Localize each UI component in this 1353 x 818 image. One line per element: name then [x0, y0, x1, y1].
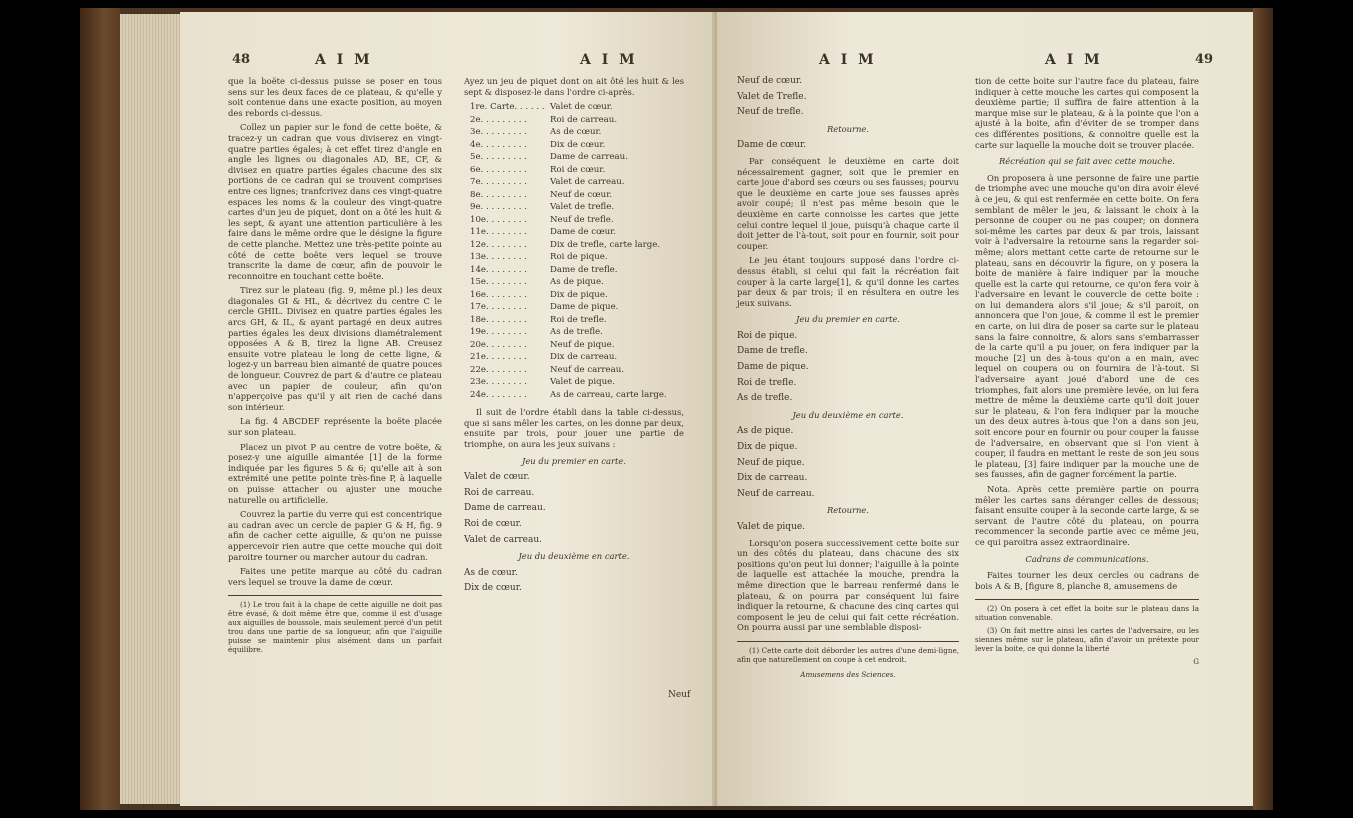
- card-line: Roi de cœur.: [464, 518, 522, 529]
- left-folio: 48: [232, 52, 251, 67]
- paragraph: Lorsqu'on posera successivement cette boite sur un des côtés du plateau, dans chacune des six positions qu'on peut lui donner; l'aiguille à la pointe de laquelle est attachée la mouche, prendra la même direction que le barreau renfermé dans le plateau, & on pourra par conséquent lui faire indiquer la retourne, & chacune des cinq cartes qui composent le jeu de celui qui fait cette récréation. On pourra aussi par une semblable disposi-: [737, 537, 959, 633]
- paragraph: Placez un pivot P au centre de votre boëte, & posez-y une aiguille aimantée [1] de la forme indiquée par les figures 5 & 6; qu'elle ait à son extrémité une petite pointe très-fine P, à laquelle on puisse attacher ou ajuster une mouche naturelle ou artificielle.: [228, 441, 442, 505]
- card-row: [470, 114, 684, 127]
- card-number: 19e. . . . . . . .: [470, 327, 527, 338]
- card-name: Dame de trefle.: [550, 264, 618, 275]
- card-number: 21e. . . . . . . .: [470, 352, 527, 363]
- paragraph: Le jeu étant toujours supposé dans l'ordre ci-dessus établi, si celui qui fait la récréation fait couper à la carte large[1], & qu'il donne les cartes par deux & par trois; il en résultera en outre les jeux suivans.: [737, 255, 959, 308]
- card-line: Dame de cœur.: [737, 140, 807, 151]
- card-name: Valet de cœur.: [550, 102, 613, 113]
- footnote: (3) On fait mettre ainsi les cartes de l'adversaire, ou les siennes même sur le plateau, afin d'avoir un prétexte pour lever la boite, ce qui donne la liberté: [975, 626, 1199, 654]
- card-name: Valet de pique.: [550, 377, 615, 388]
- card-number: 16e. . . . . . . .: [470, 289, 527, 300]
- card-line: Dame de carreau.: [464, 503, 546, 514]
- footnote-rule: [228, 595, 442, 596]
- paragraph: Faites tourner les deux cercles ou cadrans de bois A & B, [figure 8, planche 8, amusemens de: [975, 570, 1199, 591]
- right-col2: [975, 76, 1199, 670]
- section-title: Retourne.: [826, 505, 870, 516]
- left-col1: [228, 76, 442, 658]
- card-row: [470, 301, 684, 314]
- card-line: Valet de Trefle.: [737, 91, 807, 102]
- page-edges: [120, 14, 182, 804]
- card-row: [470, 176, 684, 189]
- book-spread: [80, 8, 1273, 810]
- right-header-col2: A I M: [1045, 52, 1103, 68]
- card-line: As de trefle.: [737, 393, 793, 404]
- paragraph: Il suit de l'ordre établi dans la table ci-dessus, que si sans mêler les cartes, on les donne par deux, ensuite par trois, pour jouer une partie de triomphe, on aura les jeux suivans :: [464, 407, 684, 449]
- card-number: 14e. . . . . . . .: [470, 264, 527, 275]
- card-name: Roi de carreau.: [550, 114, 618, 125]
- card-line: Dix de carreau.: [737, 473, 808, 484]
- card-line: Dame de pique.: [737, 362, 809, 373]
- card-name: Valet de carreau.: [550, 177, 625, 188]
- section-title: Retourne.: [826, 123, 870, 134]
- card-name: Dix de pique.: [550, 289, 608, 300]
- card-number: 17e. . . . . . . .: [470, 302, 527, 313]
- footnote-rule: [737, 641, 959, 642]
- game-list: [737, 331, 959, 404]
- card-line: Roi de trefle.: [737, 377, 797, 388]
- card-name: Dame de pique.: [550, 302, 619, 313]
- card-number: 12e. . . . . . . .: [470, 239, 527, 250]
- card-number: 9e. . . . . . . . .: [470, 202, 527, 213]
- left-header-col2: A I M: [580, 52, 638, 68]
- card-row: [470, 364, 684, 377]
- card-line: Dix de pique.: [737, 442, 798, 453]
- card-order-table: [470, 101, 684, 401]
- card-row: [470, 201, 684, 214]
- card-name: Dame de cœur.: [550, 227, 617, 238]
- card-name: As de cœur.: [550, 127, 602, 138]
- card-name: Roi de cœur.: [550, 164, 606, 175]
- card-line: Neuf de cœur.: [737, 76, 803, 86]
- card-number: 6e. . . . . . . . .: [470, 164, 527, 175]
- card-row: [470, 326, 684, 339]
- card-name: Roi de pique.: [550, 252, 608, 263]
- paragraph: que la boëte ci-dessus puisse se poser en tous sens sur les deux faces de ce plateau, & qu'elle y soit contenue dans une exacte position, au moyen des rebords ci-dessus.: [228, 76, 442, 118]
- card-row: [470, 189, 684, 202]
- footnote-rule: [975, 599, 1199, 600]
- paragraph: On proposera à une personne de faire une partie de triomphe avec une mouche qu'on dira avoir élevé à ce jeu, & qui est renfermée en cette boite. On fera semblant de mêler le jeu, & laissant le choix à la personne de couper ou ne pas couper; on donnera soi-même les cartes par deux & par trois, laissant voir à l'adversaire la retourne sans la regarder soi-même; alors mettant cette carte de retourne sur le plateau, sans en découvrir la figure, on y posera la boite de manière à faire indiquer par la mouche quelle est la carte qui retourne, ce qu'on fera voir à l'adversaire en levant le couvercle de cette boite : on lui demandera alors s'il joue; & s'il paroit, on annoncera que l'on joue, & comme il est le premier en carte, on lui dira de poser sa carte sur le plateau sans la faire connoitre, & alors sans s'embarrasser de la carte qu'il a pu jouer, on fera indiquer par la mouche [2] un des à-tous qu'on a en main, avec lequel on coupera ou on fournira de l'à-tout. Si l'adversaire ayant joué d'abord une de ces triomphes, fait alors une première levée, on lui fera mettre de même la deuxième carte qu'il doit jouer sur le plateau, & l'on fera indiquer par la mouche un des deux autres à-tous que l'on a dans son jeu, soit encore pour en fournir ou pour couper la fausse de l'adversaire, en observant que si l'on vient à couper, il faudra en mettant le reste de son jeu sous le plateau, [3] faire indiquer par la mouche une de ses fausses, afin de gagner forcément la partie.: [975, 172, 1199, 480]
- card-name: As de carreau, carte large.: [550, 389, 667, 400]
- game-list: [464, 472, 684, 545]
- card-name: Dix de carreau.: [550, 352, 618, 363]
- card-name: Dix de trefle, carte large.: [550, 239, 661, 250]
- book-cover-left: [80, 8, 120, 810]
- card-number: 15e. . . . . . . .: [470, 277, 527, 288]
- left-header-col1: A I M: [315, 52, 373, 68]
- card-name: Roi de trefle.: [550, 314, 607, 325]
- card-number: 4e. . . . . . . . .: [470, 139, 527, 150]
- card-number: 1re. Carte. . . . . .: [470, 102, 545, 113]
- paragraph: Tirez sur le plateau (fig. 9, même pl.) les deux diagonales GI & HL, & décrivez du centre C le cercle GHIL. Divisez en quatre parties égales les arcs GH, & IL, & ayant partagé en deux autres parties égales les deux divisions diamétralement opposées A & B, tirez la ligne AB. Creusez ensuite votre plateau le long de cette ligne, & logez-y un barreau bien aimanté de quatre pouces de longueur. Couvrez de part & d'autre ce plateau avec un papier de couleur, afin qu'on n'apperçoive pas qu'il y ait rien de caché dans son intérieur.: [228, 285, 442, 412]
- footnote: (2) On posera à cet effet la boite sur le plateau dans la situation convenable.: [975, 604, 1199, 623]
- section-title: Jeu du deuxième en carte.: [518, 551, 630, 562]
- card-row: [470, 126, 684, 139]
- card-row: [470, 239, 684, 252]
- card-line: Neuf de pique.: [737, 457, 805, 468]
- card-number: 3e. . . . . . . . .: [470, 127, 527, 138]
- card-number: 24e. . . . . . . .: [470, 389, 527, 400]
- footnote: (1) Le trou fait à la chape de cette aiguille ne doit pas être évasé, & doit même être que, comme il est d'usage aux aiguilles de boussole, mais seulement percé d'un petit trou dans une partie de sa longueur, afin que l'aiguille puisse se maintenir plus aisément dans un parfait équilibre.: [228, 600, 442, 655]
- card-number: 13e. . . . . . . .: [470, 252, 527, 263]
- paragraph: Par conséquent le deuxième en carte doit nécessairement gagner, soit que le premier en carte joue d'abord ses cœurs ou ses fausses; pourvu que le deuxième en carte joue ses fausses après avoir coupé; il n'est pas même besoin que le deuxième en carte connoisse les cartes que jette celui contre lequel il joue, puisqu'à chaque carte il doit jetter de l'à-tout, soit pour en fournir, soit pour couper.: [737, 155, 960, 251]
- card-line: Valet de cœur.: [464, 472, 530, 483]
- card-row: [470, 276, 684, 289]
- card-number: 23e. . . . . . . .: [470, 377, 527, 388]
- card-row: [470, 314, 684, 327]
- card-number: 5e. . . . . . . . .: [470, 152, 527, 163]
- section-title: Jeu du deuxième en carte.: [792, 409, 904, 420]
- section-title: Cadrans de communications.: [1025, 553, 1149, 564]
- right-header-col1: A I M: [819, 52, 877, 68]
- card-row: [470, 339, 684, 352]
- card-line: Roi de pique.: [737, 330, 798, 341]
- left-page: [180, 12, 717, 806]
- paragraph: Couvrez la partie du verre qui est concentrique au cadran avec un cercle de papier G & H, fig. 9 afin de cacher cette aiguille, & qu'on ne puisse appercevoir rien autre que cette mouche qui doit paroitre tourner ou marcher autour du cadran.: [228, 509, 442, 562]
- card-number: 10e. . . . . . . .: [470, 214, 527, 225]
- game-list: [737, 76, 959, 118]
- right-col1: [737, 76, 959, 685]
- card-name: As de trefle.: [550, 327, 603, 338]
- card-row: [470, 101, 684, 114]
- card-name: As de pique.: [550, 277, 604, 288]
- card-row: [470, 289, 684, 302]
- card-row: [470, 214, 684, 227]
- card-number: 11e. . . . . . . .: [470, 227, 527, 238]
- right-page: [717, 12, 1253, 806]
- card-number: 20e. . . . . . . .: [470, 339, 527, 350]
- card-name: Neuf de cœur.: [550, 189, 613, 200]
- book-cover-right: [1253, 8, 1273, 810]
- card-name: Dame de carreau.: [550, 152, 628, 163]
- card-number: 7e. . . . . . . . .: [470, 177, 527, 188]
- right-folio: 49: [1195, 52, 1214, 67]
- paragraph: tion de cette boite sur l'autre face du plateau, faire indiquer à cette mouche les cartes qui composent la deuxième partie; il suffira de faire attention à la marque mise sur le plateau, & à la pointe que l'on a ajusté à la boite, afin d'éviter de se tromper dans ces différentes positions, & connoitre quelle est la carte sur laquelle la mouche doit se trouver placée.: [975, 76, 1199, 150]
- card-name: Dix de cœur.: [550, 139, 606, 150]
- card-name: Valet de trefle.: [550, 202, 615, 213]
- paragraph: Ayez un jeu de piquet dont on ait ôté les huit & les sept & disposez-le dans l'ordre ci-après.: [464, 76, 684, 97]
- footnote-source: Amusemens des Sciences.: [800, 669, 896, 679]
- card-number: 2e. . . . . . . . .: [470, 114, 527, 125]
- signature-mark: G: [1193, 657, 1199, 667]
- game-list: [737, 426, 959, 499]
- card-number: 18e. . . . . . . .: [470, 314, 527, 325]
- catchword: Neuf: [668, 690, 691, 700]
- card-name: Neuf de carreau.: [550, 364, 624, 375]
- card-number: 22e. . . . . . . .: [470, 364, 527, 375]
- card-line: Dame de trefle.: [737, 346, 808, 357]
- footnote: (1) Cette carte doit déborder les autres d'une demi-ligne, afin que naturellement on coupe à cet endroit.: [737, 645, 959, 664]
- card-row: [470, 226, 684, 239]
- paragraph: Nota. Après cette première partie on pourra mêler les cartes sans déranger celles de dessous; faisant ensuite couper à la seconde carte large, & se servant de l'autre côté du plateau, on pourra recommencer la seconde partie avec ce même jeu, ce qui paroitra assez extraordinaire.: [975, 483, 1200, 547]
- card-row: [470, 376, 684, 389]
- card-name: Neuf de pique.: [550, 339, 615, 350]
- card-line: Valet de carreau.: [464, 534, 543, 545]
- card-row: [470, 151, 684, 164]
- card-name: Neuf de trefle.: [550, 214, 614, 225]
- game-list: [464, 568, 684, 594]
- card-row: [470, 389, 684, 402]
- card-row: [470, 251, 684, 264]
- left-col2: [464, 76, 684, 599]
- card-line: Valet de pique.: [737, 522, 806, 532]
- card-number: 8e. . . . . . . . .: [470, 189, 527, 200]
- paragraph: Collez un papier sur le fond de cette boëte, & tracez-y un cadran que vous diviserez en vingt-quatre parties égales; à cet effet tirez d'angle en angle les lignes ou diagonales AD, BE, CF, & divisez en quatre parties égales chacune des six portions de ce cadran qui se trouvent comprises entre ces lignes; tranfcrivez dans ces vingt-quatre espaces les noms & la couleur des vingt-quatre cartes d'un jeu de piquet, dont on a ôté les huit & les sept, & ayant une attention particulière à les faire dans le même ordre que le désigne la figure de cette planche. Mettez une très-petite pointe au côté de cette boëte vers lequel se trouve transcrite la dame de cœur, afin de pouvoir le reconnoitre en touchant cette boëte.: [228, 122, 442, 281]
- section-title: Jeu du premier en carte.: [795, 314, 901, 325]
- card-line: As de pique.: [737, 426, 794, 437]
- card-line: Neuf de carreau.: [737, 488, 815, 499]
- section-title: Jeu du premier en carte.: [521, 455, 627, 466]
- card-line: Neuf de trefle.: [737, 107, 804, 118]
- card-line: Dix de cœur.: [464, 583, 522, 594]
- card-row: [470, 264, 684, 277]
- card-row: [470, 164, 684, 177]
- card-line: As de cœur.: [464, 567, 518, 578]
- section-title: Récréation qui se fait avec cette mouche.: [999, 156, 1175, 167]
- paragraph: Faites une petite marque au côté du cadran vers lequel se trouve la dame de cœur.: [228, 566, 442, 587]
- card-row: [470, 139, 684, 152]
- card-line: Roi de carreau.: [464, 487, 535, 498]
- card-row: [470, 351, 684, 364]
- paragraph: La fig. 4 ABCDEF représente la boëte placée sur son plateau.: [228, 416, 442, 437]
